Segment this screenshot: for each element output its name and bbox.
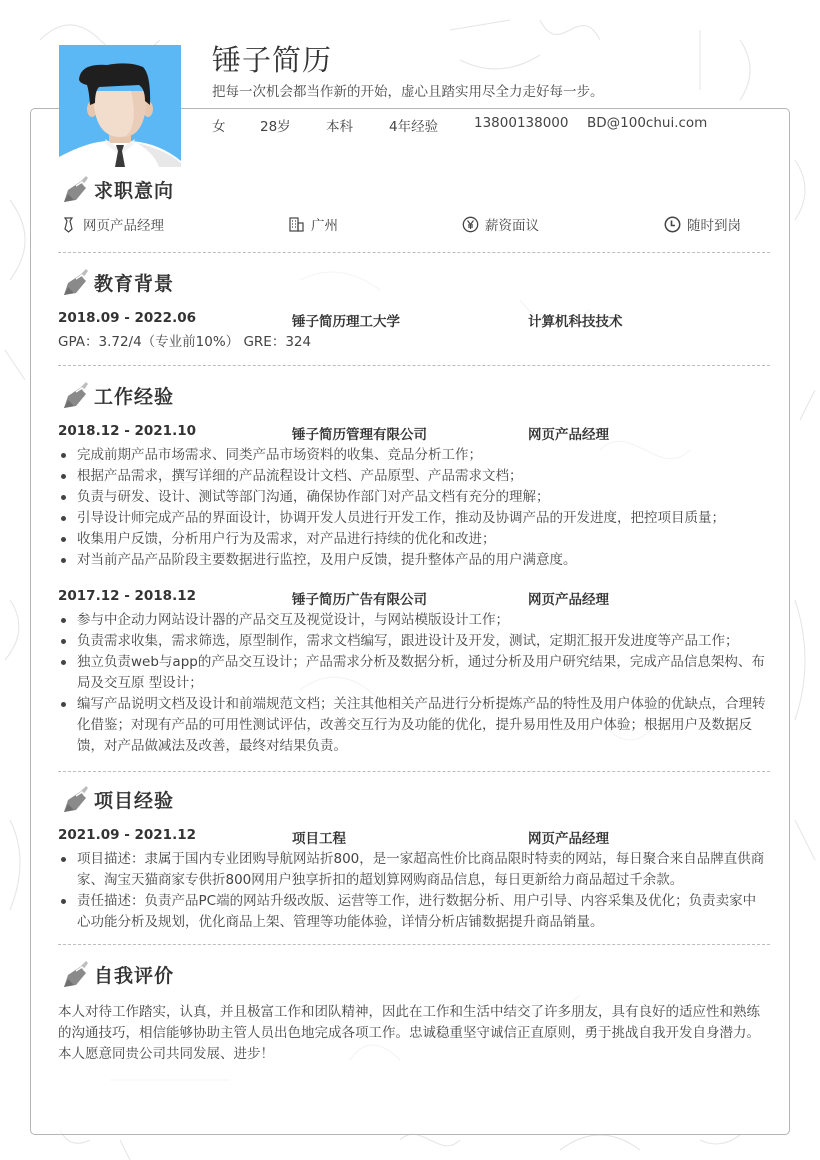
section-title: 教育背景 xyxy=(94,272,175,295)
list-item: 根据产品需求，撰写详细的产品流程设计文档、产品原型、产品需求文档； xyxy=(58,466,768,487)
pen-icon xyxy=(60,378,90,412)
list-item: 完成前期产品市场需求、同类产品市场资料的收集、竞品分析工作； xyxy=(58,445,768,466)
pen-icon xyxy=(60,957,90,991)
list-item: 参与中企动力网站设计器的产品交互及视觉设计，与网站模版设计工作； xyxy=(58,610,768,631)
work-dates: 2018.12 - 2021.10 xyxy=(58,423,196,439)
candidate-name: 锤子简历 xyxy=(212,43,333,77)
job-title: 网页产品经理 xyxy=(528,592,609,608)
age: 28岁 xyxy=(260,119,291,135)
company-name: 锤子简历管理有限公司 xyxy=(292,427,427,443)
project-details-list xyxy=(58,849,768,933)
section-title: 求职意向 xyxy=(94,179,175,202)
gender: 女 xyxy=(212,119,226,135)
section-divider xyxy=(58,252,770,253)
project-dates: 2021.09 - 2021.12 xyxy=(58,827,196,843)
list-item: 对当前产品产品阶段主要数据进行监控，及用户反馈，提升整体产品的用户满意度。 xyxy=(58,550,768,571)
avatar-illustration xyxy=(59,45,181,167)
list-item: 项目描述：隶属于国内专业团购导航网站折800，是一家超高性价比商品限时特卖的网站，每日聚合来自品牌直供商家、淘宝天猫商家专供折800网用户独享折扣的超划算网购商品信息，每日更新给力商品超过千余款。 xyxy=(58,849,768,891)
section-header-self-evaluation xyxy=(60,957,174,991)
education-detail: GPA：3.72/4（专业前10%） GRE：324 xyxy=(58,334,312,350)
school-name: 锤子简历理工大学 xyxy=(292,314,400,330)
intent-salary xyxy=(462,214,539,234)
section-divider xyxy=(58,771,770,772)
yen-icon xyxy=(462,216,479,233)
list-item: 收集用户反馈，分析用户行为及需求，对产品进行持续的优化和改进； xyxy=(58,529,768,550)
intent-position-label: 网页产品经理 xyxy=(83,218,164,234)
education-dates: 2018.09 - 2022.06 xyxy=(58,310,196,326)
tie-icon xyxy=(60,216,77,233)
phone: 13800138000 xyxy=(474,115,569,131)
building-icon xyxy=(288,216,305,233)
pen-icon xyxy=(60,172,90,206)
pen-icon xyxy=(60,265,90,299)
project-name: 项目工程 xyxy=(292,831,346,847)
intent-availability xyxy=(664,214,741,234)
project-role: 网页产品经理 xyxy=(528,831,609,847)
section-header-project xyxy=(60,782,174,816)
pen-icon xyxy=(60,782,90,816)
list-item: 负责需求收集，需求筛选，原型制作，需求文档编写，跟进设计及开发，测试，定期汇报开发进度等产品工作； xyxy=(58,631,768,652)
section-header-education xyxy=(60,265,174,299)
clock-icon xyxy=(664,216,681,233)
list-item: 负责与研发、设计、测试等部门沟通，确保协作部门对产品文档有充分的理解； xyxy=(58,487,768,508)
self-evaluation-text: 本人对待工作踏实，认真，并且极富工作和团队精神，因此在工作和生活中结交了许多朋友，具有良好的适应性和熟练的沟通技巧，相信能够协助主管人员出色地完成各项工作。忠诚稳重坚守诚信正直原则，勇于挑战自我开发自身潜力。本人愿意同贵公司共同发展、进步！ xyxy=(58,1004,760,1062)
company-name: 锤子简历广告有限公司 xyxy=(292,592,427,608)
motto: 把每一次机会都当作新的开始，虚心且踏实用尽全力走好每一步。 xyxy=(212,84,604,100)
job-title: 网页产品经理 xyxy=(528,427,609,443)
section-header-work xyxy=(60,378,174,412)
intent-position xyxy=(60,214,164,234)
section-title: 项目经验 xyxy=(94,789,175,812)
personal-info-row xyxy=(212,115,707,135)
intent-availability-label: 随时到岗 xyxy=(687,218,741,234)
section-divider xyxy=(58,365,770,366)
list-item: 独立负责web与app的产品交互设计；产品需求分析及数据分析，通过分析及用户研究结果，完成产品信息架构、布局及交互原 型设计； xyxy=(58,652,768,694)
work-duties-list xyxy=(58,610,768,757)
intent-city xyxy=(288,214,338,234)
avatar xyxy=(59,45,181,167)
intent-city-label: 广州 xyxy=(311,218,338,234)
experience-years: 4年经验 xyxy=(389,119,439,135)
degree: 本科 xyxy=(326,119,353,135)
work-dates: 2017.12 - 2018.12 xyxy=(58,588,196,604)
list-item: 引导设计师完成产品的界面设计，协调开发人员进行开发工作，推动及协调产品的开发进度，把控项目质量； xyxy=(58,508,768,529)
work-duties-list xyxy=(58,445,768,571)
job-intent-row xyxy=(60,214,770,236)
list-item: 责任描述：负责产品PC端的网站升级改版、运营等工作，进行数据分析、用户引导、内容采集及优化；负责卖家中心功能分析及规划，优化商品上架、管理等功能体验，详情分析店铺数据提升商品销量。 xyxy=(58,891,768,933)
section-title: 工作经验 xyxy=(94,385,175,408)
intent-salary-label: 薪资面议 xyxy=(485,218,539,234)
major: 计算机科技技术 xyxy=(528,314,623,330)
email: BD@100chui.com xyxy=(587,115,708,131)
section-title: 自我评价 xyxy=(94,964,175,987)
section-header-intent xyxy=(60,172,174,206)
list-item: 编写产品说明文档及设计和前端规范文档；关注其他相关产品进行分析提炼产品的特性及用户体验的优缺点，合理转化借鉴；对现有产品的可用性测试评估，改善交互行为及功能的优化，提升易用性及用户体验；根据用户及数据反馈，对产品做减法及改善，最终对结果负责。 xyxy=(58,694,768,757)
section-divider xyxy=(58,944,770,945)
